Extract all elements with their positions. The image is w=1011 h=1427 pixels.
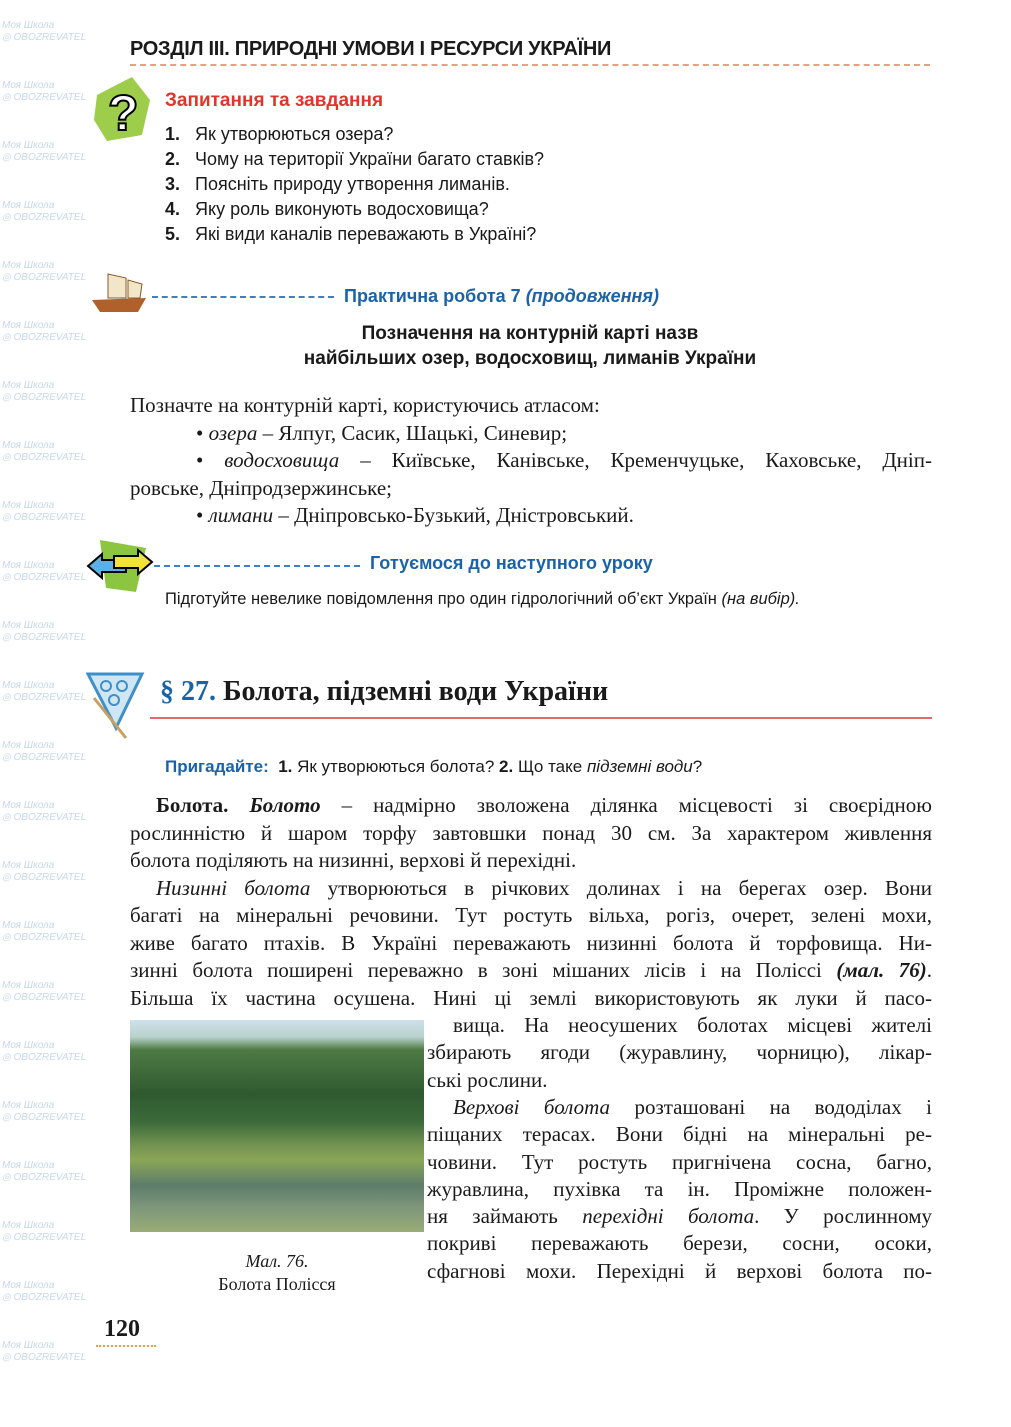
text-line <box>427 1230 932 1256</box>
text-line <box>196 447 932 473</box>
watermark-logo: ◎ OBOZREVATEL <box>2 692 86 703</box>
watermark-logo: ◎ OBOZREVATEL <box>2 1292 86 1303</box>
question-item <box>165 174 510 195</box>
question-text: Як утворюються озера? <box>195 124 394 144</box>
text-segment: – Київське, Канівське, Кременчуцьке, Каховське, Дніп- <box>339 448 932 472</box>
watermark-logo: ◎ OBOZREVATEL <box>2 1112 86 1123</box>
watermark <box>2 1100 86 1124</box>
question-item <box>165 199 489 220</box>
question-item <box>165 149 544 170</box>
text-line <box>427 1012 932 1038</box>
watermark-text: Моя Школа <box>2 680 55 691</box>
watermark-logo: ◎ OBOZREVATEL <box>2 572 86 583</box>
watermark-text: Моя Школа <box>2 1100 55 1111</box>
text-segment: болота поділяють на низинні, верхові й перехідні. <box>130 848 577 872</box>
watermark-text: Моя Школа <box>2 980 55 991</box>
question-number: 5. <box>165 224 181 244</box>
watermark <box>2 800 86 824</box>
text-line <box>427 1258 932 1284</box>
paragraph-heading: § 27. Болота, підземні води України <box>160 676 609 707</box>
watermark-logo: ◎ OBOZREVATEL <box>2 1232 86 1243</box>
text-segment: • <box>196 420 209 445</box>
question-text: Чому на території України багато ставків? <box>195 149 545 169</box>
question-number: 3. <box>165 174 181 194</box>
watermark-text: Моя Школа <box>2 320 55 331</box>
text-segment: збирають ягоди (журавлину, чорницю), лікар- <box>427 1040 932 1065</box>
watermark-logo: ◎ OBOZREVATEL <box>2 512 86 523</box>
text-segment: перехідні болота <box>582 1204 755 1229</box>
page-number: 120 <box>104 1316 140 1342</box>
watermark-logo: ◎ OBOZREVATEL <box>2 212 86 223</box>
watermark <box>2 80 86 104</box>
watermark <box>2 920 86 944</box>
text-line <box>130 475 932 501</box>
text-segment: озера <box>208 420 258 445</box>
watermark-logo: ◎ OBOZREVATEL <box>2 1052 86 1063</box>
svg-text:?: ? <box>108 85 139 141</box>
text-segment: багаті на мінеральні речовини. Тут ростуть вільха, рогіз, очерет, зелені мохи, <box>130 903 932 927</box>
text-line <box>130 957 932 983</box>
text-segment: Болота. <box>156 793 250 817</box>
watermark-text: Моя Школа <box>2 440 55 451</box>
text-line <box>130 847 932 873</box>
text-line <box>130 792 932 818</box>
watermark <box>2 980 86 1004</box>
text-segment: – надмірно зволожена ділянка місцевості зі своєрідною <box>320 793 932 817</box>
questions-title: Запитання та завдання <box>165 90 384 111</box>
dashed-arrow <box>152 296 334 298</box>
section-header: РОЗДІЛ ІІІ. ПРИРОДНІ УМОВИ І РЕСУРСИ УКРАЇНИ <box>130 38 612 60</box>
watermark <box>2 200 86 224</box>
watermark-logo: ◎ OBOZREVATEL <box>2 272 86 283</box>
watermark-text: Моя Школа <box>2 740 55 751</box>
watermark <box>2 320 86 344</box>
watermark-logo: ◎ OBOZREVATEL <box>2 992 86 1003</box>
watermark-logo: ◎ OBOZREVATEL <box>2 152 86 163</box>
text-segment: ські рослини. <box>427 1067 548 1092</box>
text-segment: Верхові болота <box>453 1094 611 1119</box>
question-text: Яку роль виконують водосховища? <box>195 199 489 219</box>
watermark-logo: ◎ OBOZREVATEL <box>2 752 86 763</box>
heading-rule <box>150 717 932 719</box>
text-line <box>427 1203 932 1229</box>
text-segment: • <box>196 448 225 472</box>
recall-line: Пригадайте: 1. Як утворюються болота? 2. Що таке підземні води? <box>165 757 703 776</box>
watermark-logo: ◎ OBOZREVATEL <box>2 812 86 823</box>
watermark-text: Моя Школа <box>2 80 55 91</box>
watermark <box>2 1160 86 1184</box>
text-line <box>427 1094 932 1120</box>
text-segment: водосховища <box>224 448 340 472</box>
watermark-logo: ◎ OBOZREVATEL <box>2 1172 86 1183</box>
text-line <box>196 420 932 446</box>
text-segment: покриві переважають берези, сосни, осоки, <box>427 1231 932 1256</box>
text-segment: лимани <box>208 503 274 527</box>
watermark-text: Моя Школа <box>2 1160 55 1171</box>
swamp-photo <box>130 1020 424 1232</box>
figure-caption: Болота Полісся <box>218 1274 336 1294</box>
watermark-text: Моя Школа <box>2 1220 55 1231</box>
watermark <box>2 1340 86 1364</box>
watermark-text: Моя Школа <box>2 1340 55 1351</box>
watermark-text: Моя Школа <box>2 20 55 31</box>
watermark <box>2 20 86 44</box>
figure-label: Мал. 76. <box>245 1251 309 1271</box>
watermark <box>2 860 86 884</box>
text-segment: – Ялпуг, Сасик, Шацькі, Синевир; <box>257 420 568 445</box>
watermark <box>2 380 86 404</box>
watermark <box>2 1280 86 1304</box>
watermark-text: Моя Школа <box>2 260 55 271</box>
watermark <box>2 260 86 284</box>
question-text: Які види каналів переважають в Україні? <box>195 224 537 244</box>
text-segment: • <box>196 503 209 527</box>
watermark <box>2 560 86 584</box>
watermark-text: Моя Школа <box>2 380 55 391</box>
text-segment: – Дніпровсько-Бузький, Дністровський. <box>273 503 634 527</box>
text-segment: сфагнові мохи. Перехідні й верхові болота по- <box>427 1258 932 1283</box>
watermark-logo: ◎ OBOZREVATEL <box>2 332 86 343</box>
text-line <box>427 1149 932 1175</box>
question-number: 1. <box>165 124 181 144</box>
text-line <box>130 392 932 418</box>
text-segment: утворюються в річкових долинах і на берегах озер. Вони <box>310 875 932 900</box>
watermark <box>2 1220 86 1244</box>
text-segment: вища. На неосушених болотах місцеві жителі <box>453 1013 932 1037</box>
next-lesson-title: Готуємося до наступного уроку <box>370 553 653 573</box>
text-line <box>427 1067 932 1093</box>
watermark <box>2 1040 86 1064</box>
watermark-logo: ◎ OBOZREVATEL <box>2 392 86 403</box>
question-number: 2. <box>165 149 181 169</box>
text-line <box>130 820 932 846</box>
text-line <box>427 1121 932 1147</box>
question-item <box>165 224 536 245</box>
text-line <box>130 902 932 928</box>
practical-title: Практична робота 7 (продовження) <box>344 286 660 306</box>
watermark-text: Моя Школа <box>2 560 55 571</box>
watermark-text: Моя Школа <box>2 860 55 871</box>
text-segment: Низинні болота <box>156 875 311 900</box>
dashed-arrow <box>154 565 360 567</box>
text-segment: човини. Тут ростуть пригнічена сосна, багно, <box>427 1149 932 1174</box>
watermark <box>2 140 86 164</box>
text-segment: Болото <box>249 793 321 817</box>
watermark-logo: ◎ OBOZREVATEL <box>2 32 86 43</box>
watermark <box>2 620 86 644</box>
text-line <box>427 1176 932 1202</box>
watermark-logo: ◎ OBOZREVATEL <box>2 632 86 643</box>
watermark <box>2 440 86 464</box>
text-line <box>427 1039 932 1065</box>
ornament-icon <box>86 668 146 740</box>
watermark <box>2 740 86 764</box>
watermark-logo: ◎ OBOZREVATEL <box>2 92 86 103</box>
text-segment: журавлина, пухівка та ін. Проміжне положен- <box>427 1176 932 1201</box>
question-icon <box>92 75 152 145</box>
watermark-text: Моя Школа <box>2 620 55 631</box>
watermark-text: Моя Школа <box>2 1280 55 1291</box>
watermark <box>2 680 86 704</box>
text-line <box>130 930 932 956</box>
watermark-text: Моя Школа <box>2 140 55 151</box>
question-number: 4. <box>165 199 181 219</box>
text-segment: ня займають <box>427 1204 583 1229</box>
practical-subtitle-2: найбільших озер, водосховищ, лиманів України <box>303 348 757 369</box>
watermark-logo: ◎ OBOZREVATEL <box>2 1352 86 1363</box>
question-item <box>165 124 393 145</box>
text-segment: живе багато птахів. В Україні переважають низинні болота й торфовища. Ни- <box>130 930 932 955</box>
watermark-text: Моя Школа <box>2 500 55 511</box>
watermark-logo: ◎ OBOZREVATEL <box>2 872 86 883</box>
watermark-text: Моя Школа <box>2 920 55 931</box>
practical-subtitle: Позначення на контурній карті назв <box>361 323 699 344</box>
watermark <box>2 500 86 524</box>
question-text: Поясніть природу утворення лиманів. <box>195 174 510 194</box>
arrows-exchange-icon <box>86 540 154 592</box>
text-segment: (мал. 76) <box>836 958 927 982</box>
page-ornament <box>96 1345 156 1347</box>
next-lesson-text: Підготуйте невелике повідомлення про один гідрологічний об’єкт Україн (на вибір). <box>165 590 800 608</box>
text-line <box>130 875 932 901</box>
text-segment: ровське, Дніпродзержинське; <box>130 475 392 500</box>
text-line <box>196 502 932 528</box>
text-segment: зинні болота поширені переважно в зоні мішаних лісів і на Поліссі <box>130 958 837 982</box>
text-segment: піщаних терасах. Вони бідні на мінеральні ре- <box>427 1122 932 1147</box>
text-segment: рослинністю й шаром торфу завтовшки понад 30 см. За характером живлення <box>130 820 932 845</box>
text-segment: Позначте на контурній карті, користуючись атласом: <box>130 393 600 417</box>
watermark-text: Моя Школа <box>2 1040 55 1051</box>
watermark-logo: ◎ OBOZREVATEL <box>2 932 86 943</box>
text-segment: . У рослинному <box>754 1204 932 1229</box>
watermark-text: Моя Школа <box>2 200 55 211</box>
ship-icon <box>88 268 150 318</box>
header-divider <box>130 64 930 66</box>
text-segment: Більша їх частина осушена. Нині ці землі використовують як луки й пасо- <box>130 985 932 1010</box>
text-segment: розташовані на вододілах і <box>610 1094 932 1119</box>
watermark-logo: ◎ OBOZREVATEL <box>2 452 86 463</box>
text-segment: . <box>926 958 933 982</box>
watermark-text: Моя Школа <box>2 800 55 811</box>
text-line <box>130 985 932 1011</box>
